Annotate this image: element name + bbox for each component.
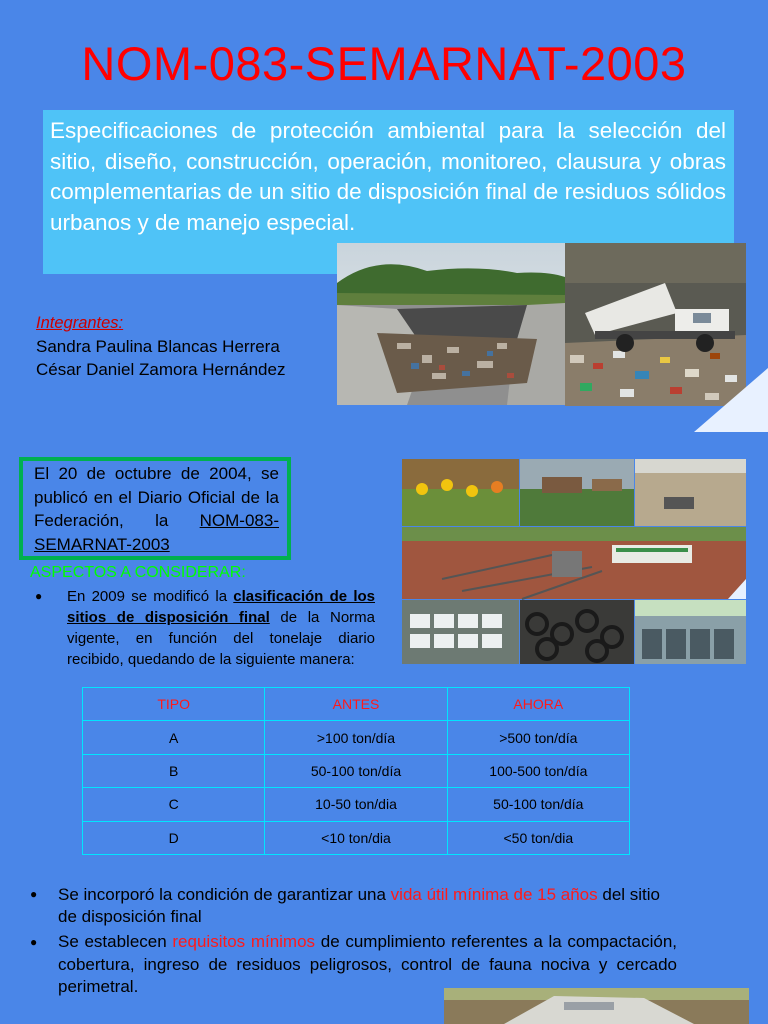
bullet-icon: ● — [35, 589, 43, 603]
page-title: NOM-083-SEMARNAT-2003 — [81, 37, 687, 90]
table-cell: 50-100 ton/día — [265, 754, 447, 787]
table-cell: C — [83, 788, 265, 821]
member-name: César Daniel Zamora Hernández — [36, 360, 286, 379]
bullet-text-suffix: del sitio de disposición final — [58, 885, 660, 926]
bullet-text — [67, 586, 375, 670]
publication-sentence: El 20 de octubre de 2004, se publicó en el Diario Oficial de la Federación, la — [34, 464, 279, 530]
table-row — [83, 821, 630, 854]
table-header: ANTES — [265, 688, 447, 721]
aspectos-heading: ASPECTOS A CONSIDERAR: — [30, 564, 246, 581]
bullet-text-highlight: requisitos mínimos — [172, 932, 316, 951]
table-cell: 50-100 ton/día — [447, 788, 629, 821]
decorative-triangle — [694, 368, 768, 432]
bullet-text-highlight: vida útil mínima de 15 años — [390, 885, 598, 904]
classification-table — [82, 687, 630, 855]
bullet-text — [58, 884, 678, 928]
table-header: AHORA — [447, 688, 629, 721]
bullet-icon: ● — [30, 887, 38, 901]
table-cell: >100 ton/día — [265, 721, 447, 754]
publication-text — [34, 462, 279, 556]
table-cell: 10-50 ton/dia — [265, 788, 447, 821]
subtitle-text: Especificaciones de protección ambiental para la selección del sitio, diseño, construcción, operación, monitoreo, clausura y obras complementarias de un sitio de disposición final de residuos sólidos urbanos y de manejo especial. — [50, 118, 726, 235]
table-cell: 100-500 ton/día — [447, 754, 629, 787]
waste-facility-collage — [402, 459, 746, 664]
bottom-photo — [444, 988, 749, 1024]
integrantes-label: Integrantes: — [36, 314, 124, 332]
bullet-text-prefix: En 2009 se modificó la — [67, 588, 228, 605]
bullet-text-suffix: de la Norma vigente, en función del tonelaje diario recibido, quedando de la siguiente manera: — [67, 609, 376, 668]
table-row — [83, 721, 630, 754]
table-row — [83, 788, 630, 821]
table-cell: D — [83, 821, 265, 854]
landfill-photo — [337, 243, 565, 405]
table-header-row — [83, 688, 630, 721]
bullet-icon: ● — [30, 935, 38, 949]
bullet-text-prefix: Se incorporó la condición de garantizar una — [58, 885, 386, 904]
bullet-text-emphasis: clasificación de los sitios de disposición final — [67, 588, 375, 626]
table-cell: B — [83, 754, 265, 787]
table-header: TIPO — [83, 688, 265, 721]
table-cell: <10 ton/dia — [265, 821, 447, 854]
table-cell: <50 ton/dia — [447, 821, 629, 854]
bullet-text-prefix: Se establecen — [58, 932, 167, 951]
bullet-text-suffix: de cumplimiento referentes a la compactación, cobertura, ingreso de residuos peligrosos, control de fauna nociva y cercado perimetral. — [58, 932, 678, 996]
table-cell: A — [83, 721, 265, 754]
table-cell: >500 ton/día — [447, 721, 629, 754]
norm-link[interactable]: NOM-083-SEMARNAT-2003 — [34, 511, 279, 554]
member-name: Sandra Paulina Blancas Herrera — [36, 337, 280, 356]
table-row — [83, 754, 630, 787]
